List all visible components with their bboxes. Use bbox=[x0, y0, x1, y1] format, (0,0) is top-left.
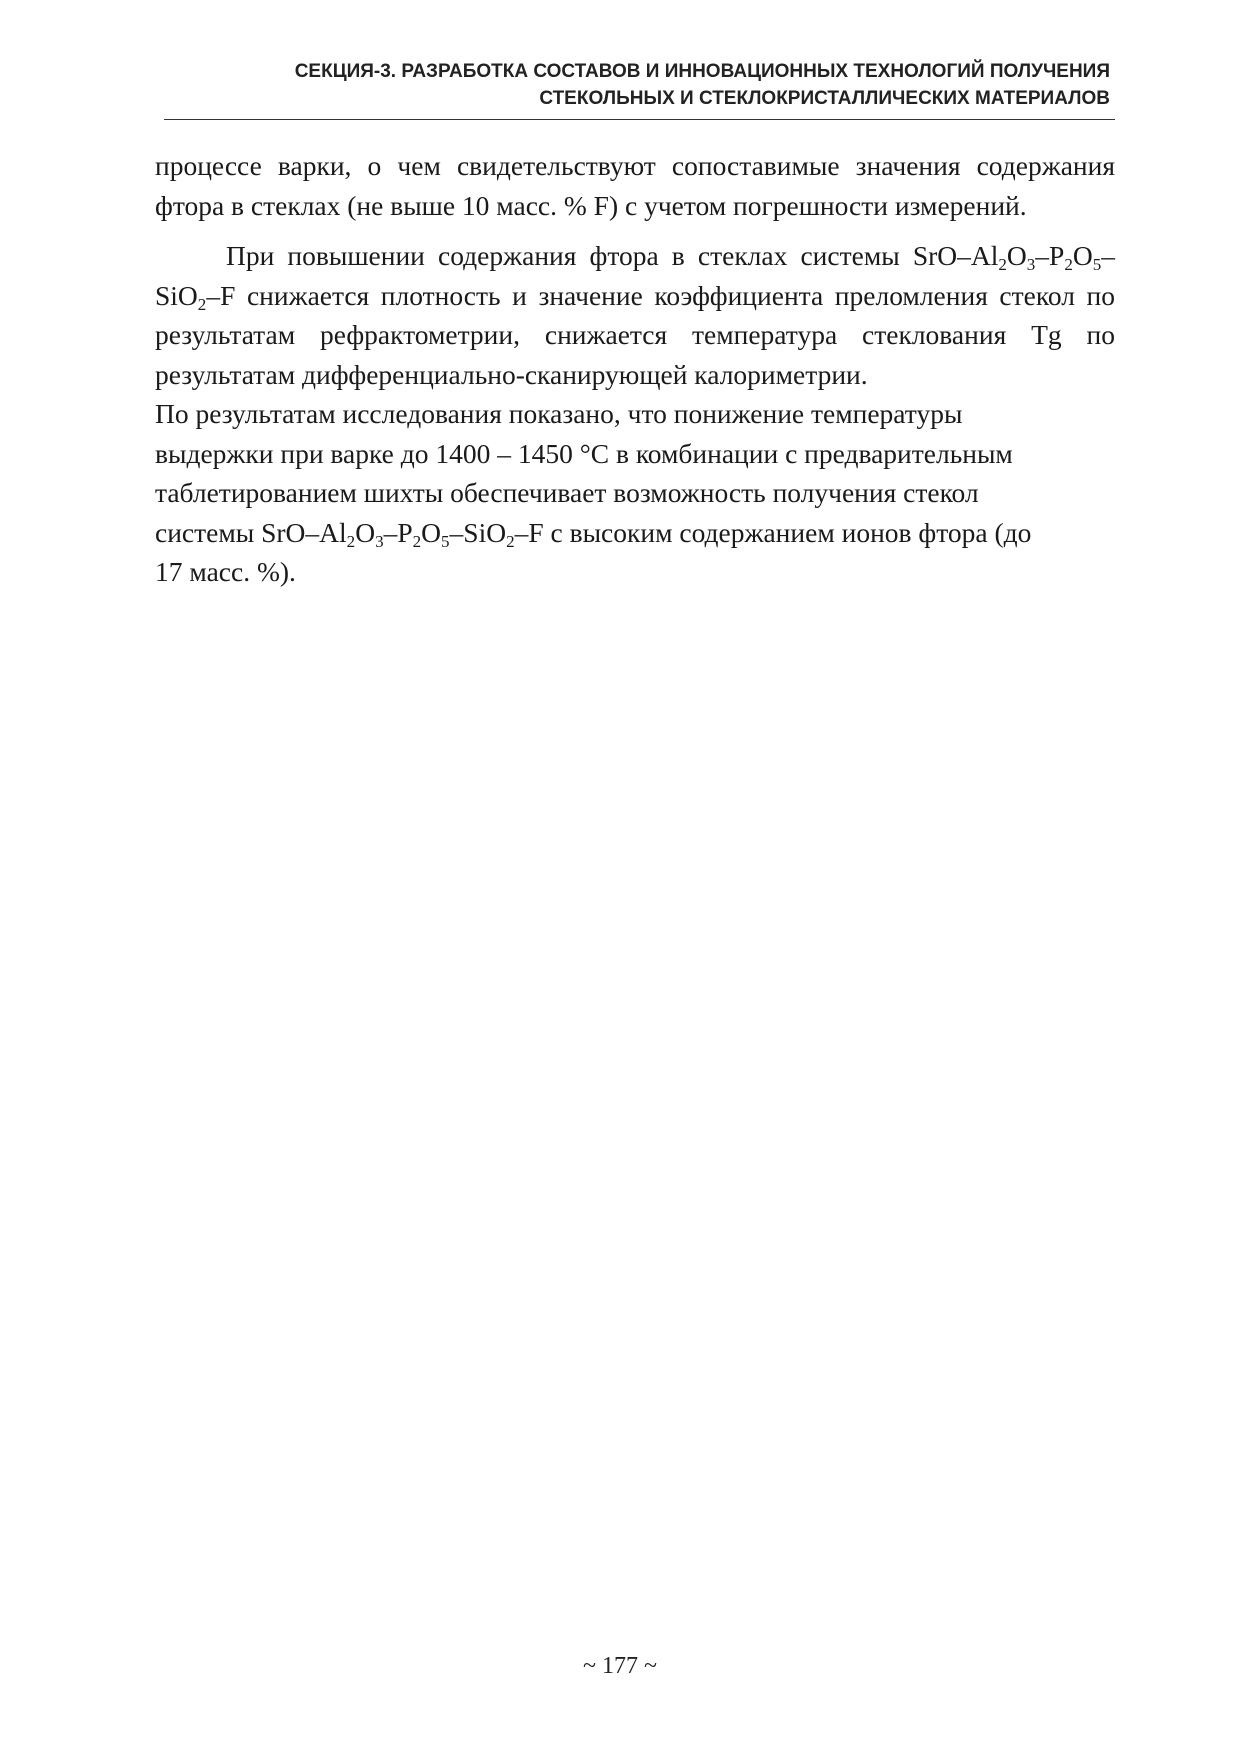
running-header-line-2: СТЕКОЛЬНЫХ И СТЕКЛОКРИСТАЛЛИЧЕСКИХ МАТЕРИАЛОВ bbox=[539, 88, 1110, 109]
body-text bbox=[155, 146, 1115, 592]
running-header-line-1: СЕКЦИЯ-3. РАЗРАБОТКА СОСТАВОВ И ИННОВАЦИОННЫХ ТЕХНОЛОГИЙ ПОЛУЧЕНИЯ bbox=[294, 61, 1110, 82]
paragraph-2: При повышении содержания фтора в стеклах системы SrO–$Al_2O_3-P_2O_5-SiO_2-F$ снижается плотность и значение коэффициента преломления стекол по результатам рефрактометрии, снижается температура стеклования Tg по результатам дифференциально-сканирующей калориметрии. bbox=[155, 240, 1115, 390]
header-divider bbox=[164, 119, 1115, 120]
page-number: ~ 177 ~ bbox=[583, 1653, 657, 1679]
running-header bbox=[160, 58, 1110, 112]
paragraph-3: По результатам исследования показано, что понижение температуры выдержки при варке до 1400 – 1450 °С в комбинации с предварительным таблетированием шихты обеспечивает возможность получения стекол системы SrO–$Al_2O_3-P_2O_5-SiO_2-F$ с высоким содержанием ионов фтора (до 17 масс. %). bbox=[155, 398, 1032, 587]
paragraph-1: процессе варки, о чем свидетельствуют сопоставимые значения содержания фтора в стеклах (не выше 10 масс. % F) с учетом погрешности измерений. bbox=[155, 150, 1115, 221]
